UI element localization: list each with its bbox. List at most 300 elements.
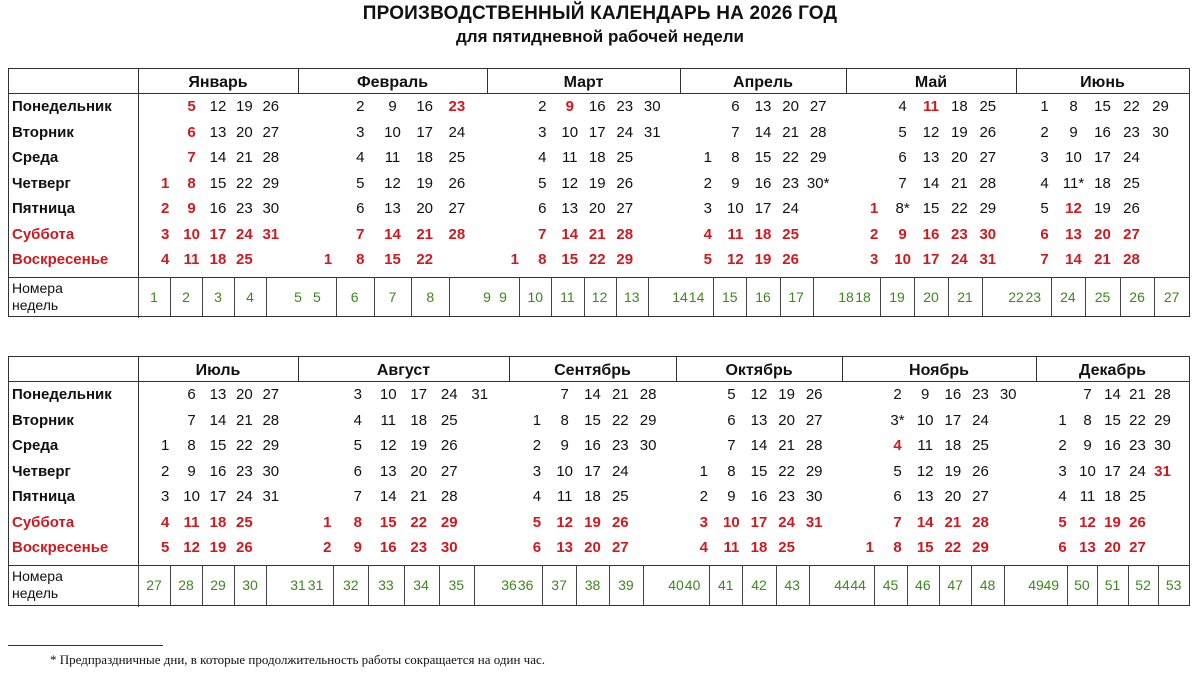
- day-cell: 25: [1123, 174, 1140, 192]
- day-cell: 5: [532, 513, 542, 531]
- week-number: 53: [1165, 577, 1182, 593]
- week-divider: [907, 565, 908, 605]
- week-number: 26: [1129, 289, 1145, 305]
- day-cell: 1: [870, 200, 879, 217]
- day-cell: 24: [611, 462, 629, 480]
- day-cell: 19: [1094, 200, 1111, 217]
- day-cell: 27: [262, 123, 280, 141]
- day-cell: 11: [561, 149, 578, 166]
- week-divider: [746, 277, 747, 316]
- day-cell: 7: [1040, 251, 1049, 268]
- day-cell: 5: [898, 123, 907, 141]
- day-cell: 27: [611, 539, 629, 556]
- day-cell: 27: [262, 386, 280, 403]
- day-cell: 13: [1079, 539, 1096, 556]
- month-title: Сентябрь: [554, 362, 631, 379]
- day-cell: 14: [1104, 386, 1121, 403]
- day-cell: 14: [922, 174, 940, 192]
- day-cell: 9: [920, 386, 930, 403]
- weekday-label: Понедельник: [12, 386, 112, 403]
- week-number: 14: [672, 289, 688, 305]
- day-cell: 2: [699, 488, 708, 505]
- day-cell: 24: [236, 225, 253, 243]
- week-divider: [519, 277, 520, 316]
- day-cell: 27: [448, 200, 466, 217]
- day-cell: 17: [209, 225, 227, 243]
- day-cell: 2: [893, 386, 902, 403]
- week-number: 50: [1074, 577, 1090, 593]
- weekday-label: Вторник: [12, 123, 74, 141]
- day-cell: 15: [916, 539, 934, 556]
- week-divider: [713, 277, 714, 316]
- week-divider: [551, 277, 552, 316]
- day-cell: 7: [893, 513, 902, 531]
- day-cell: 14: [916, 513, 934, 531]
- day-cell: 15: [922, 200, 940, 217]
- day-cell: 21: [611, 386, 629, 403]
- day-cell: 23: [1123, 123, 1140, 141]
- day-cell: 16: [1094, 123, 1111, 141]
- day-cell: 7: [1083, 386, 1092, 403]
- week-number: 52: [1135, 577, 1151, 593]
- week-divider: [138, 565, 139, 605]
- day-cell: 26: [448, 174, 466, 192]
- week-number: 6: [350, 289, 359, 305]
- day-cell: 20: [236, 123, 253, 141]
- day-cell: 29: [972, 539, 989, 556]
- day-cell: 18: [750, 539, 768, 556]
- week-divider: [336, 277, 337, 316]
- day-cell: 10: [727, 200, 744, 217]
- weekday-label: Воскресенье: [12, 251, 109, 268]
- day-cell: 8: [353, 513, 362, 531]
- day-cell: 11: [384, 149, 401, 166]
- week-number: 36: [501, 577, 517, 593]
- day-cell: 26: [805, 386, 823, 403]
- day-cell: 17: [416, 123, 434, 141]
- week-divider: [266, 277, 267, 316]
- day-cell: 18: [209, 513, 227, 531]
- day-cell: 5: [703, 251, 712, 268]
- day-cell: 23: [782, 174, 799, 192]
- week-number: 25: [1094, 289, 1111, 305]
- week-divider: [411, 277, 412, 316]
- week-number: 5: [294, 289, 302, 305]
- month-title: Май: [914, 74, 948, 91]
- day-cell: 12: [1065, 200, 1082, 217]
- week-number: 3: [214, 289, 222, 305]
- month-title: Март: [563, 74, 604, 91]
- day-cell: 26: [972, 462, 989, 480]
- day-cell: 4: [532, 488, 542, 505]
- day-cell: 16: [754, 174, 772, 192]
- day-cell: 28: [1154, 386, 1171, 403]
- day-cell: 1: [703, 149, 712, 166]
- day-cell: 23: [778, 488, 795, 505]
- day-cell: 22: [236, 174, 253, 192]
- day-cell: 22: [410, 513, 428, 531]
- day-cell: 1: [510, 251, 519, 268]
- day-cell: 6: [1058, 539, 1067, 556]
- weekday-label: Вторник: [12, 411, 74, 429]
- day-cell: 19: [416, 174, 434, 192]
- week-number: 29: [210, 577, 226, 593]
- week-divider: [234, 565, 235, 605]
- weeks-label: Номера недель: [12, 280, 63, 313]
- day-cell: 7: [538, 225, 547, 243]
- day-cell: 10: [894, 251, 911, 268]
- week-number: 40: [668, 577, 684, 593]
- day-cell: 13: [750, 411, 768, 429]
- day-cell: 6: [727, 411, 736, 429]
- day-cell: 3: [703, 200, 712, 217]
- day-cell: 4: [353, 411, 362, 429]
- page-subtitle: для пятидневной рабочей недели: [455, 27, 744, 46]
- day-cell: 25: [448, 149, 466, 166]
- day-cell: 12: [209, 98, 227, 115]
- day-cell: 30: [1154, 437, 1171, 454]
- day-cell: 17: [410, 386, 428, 403]
- day-cell: 21: [410, 488, 428, 505]
- day-cell: 22: [1129, 411, 1146, 429]
- day-cell: 4: [703, 225, 712, 243]
- day-cell: 20: [410, 462, 428, 480]
- day-cell: 25: [972, 437, 989, 454]
- week-divider: [616, 277, 617, 316]
- day-cell: 30: [440, 539, 458, 556]
- day-cell: 2: [356, 98, 365, 115]
- day-cell: 3: [161, 225, 170, 243]
- day-cell: 4: [538, 149, 547, 166]
- day-cell: 25: [616, 149, 634, 166]
- day-cell: 28: [805, 437, 823, 454]
- day-cell: 13: [922, 149, 940, 166]
- day-cell: 18: [754, 225, 772, 243]
- week-number: 28: [178, 577, 194, 593]
- week-divider: [914, 277, 915, 316]
- week-number: 46: [915, 577, 931, 593]
- week-divider: [1051, 277, 1052, 316]
- day-cell: 25: [778, 539, 795, 556]
- day-cell: 24: [616, 123, 634, 141]
- day-cell: 22: [416, 251, 434, 268]
- week-number: 22: [1008, 289, 1024, 305]
- day-cell: 6: [356, 200, 365, 217]
- day-cell: 22: [588, 251, 606, 268]
- day-cell: 3: [870, 251, 879, 268]
- day-cell: 9: [898, 225, 907, 243]
- day-cell: 12: [922, 123, 940, 141]
- week-number: 49: [1028, 577, 1044, 593]
- day-cell: 23: [1129, 437, 1146, 454]
- day-cell: 23: [951, 225, 968, 243]
- day-cell: 18: [1094, 174, 1111, 192]
- day-cell: 11: [923, 98, 939, 115]
- day-cell: 26: [262, 98, 280, 115]
- week-number: 17: [788, 289, 804, 305]
- week-number: 32: [342, 577, 359, 593]
- day-cell: 25: [1129, 488, 1146, 505]
- week-number: 12: [591, 289, 608, 305]
- day-cell: 16: [1104, 437, 1121, 454]
- day-cell: 28: [639, 386, 657, 403]
- day-cell: 14: [584, 386, 601, 403]
- day-cell: 1: [161, 437, 170, 454]
- day-cell: 14: [379, 488, 397, 505]
- day-cell: 5: [161, 539, 170, 556]
- day-cell: 8: [538, 251, 547, 268]
- week-number: 31: [290, 577, 306, 593]
- week-divider: [880, 277, 881, 316]
- week-divider: [1085, 277, 1086, 316]
- day-cell: 14: [209, 411, 227, 429]
- week-divider: [609, 565, 610, 605]
- day-cell: 17: [209, 488, 227, 505]
- day-cell: 31: [262, 488, 280, 505]
- day-cell: 30: [639, 437, 657, 454]
- day-cell: 6: [538, 200, 547, 217]
- day-cell: 2: [532, 437, 542, 454]
- day-cell: 6: [532, 539, 542, 556]
- day-cell: 31: [262, 225, 280, 243]
- week-number: 2: [182, 289, 190, 305]
- day-cell: 7: [187, 411, 196, 429]
- day-cell: 7: [731, 123, 740, 141]
- week-number: 37: [551, 577, 567, 593]
- day-cell: 26: [782, 251, 799, 268]
- day-cell: 30: [979, 225, 997, 243]
- day-cell: 12: [750, 386, 768, 403]
- day-cell: 9: [187, 200, 196, 217]
- day-cell: 13: [209, 123, 227, 141]
- week-divider: [170, 565, 171, 605]
- day-cell: 19: [584, 513, 601, 531]
- month-title: Ноябрь: [909, 362, 969, 379]
- week-number: 9: [483, 289, 491, 305]
- day-cell: 3: [699, 513, 708, 531]
- day-cell: 27: [972, 488, 989, 505]
- day-cell: 29: [262, 174, 280, 192]
- week-number: 35: [448, 577, 465, 593]
- day-cell: 25: [236, 513, 253, 531]
- day-cell: 9: [187, 462, 196, 480]
- day-cell: 17: [584, 462, 601, 480]
- day-cell: 16: [944, 386, 962, 403]
- day-cell: 5: [187, 98, 196, 115]
- weekday-label: Пятница: [12, 488, 75, 505]
- day-cell: 23: [410, 539, 428, 556]
- day-cell: 3: [1040, 149, 1049, 166]
- week-number: 47: [947, 577, 963, 593]
- week-number: 34: [413, 577, 429, 593]
- day-cell: 3: [532, 462, 542, 480]
- day-cell: 16: [416, 98, 434, 115]
- day-cell: 25: [236, 251, 253, 268]
- day-cell: 14: [561, 225, 579, 243]
- day-cell: 29: [440, 513, 458, 531]
- day-cell: 14: [754, 123, 772, 141]
- day-cell: 11*: [1062, 174, 1085, 192]
- day-cell: 16: [584, 437, 601, 454]
- week-divider: [333, 565, 334, 605]
- day-cell: 12: [916, 462, 934, 480]
- day-cell: 14: [1065, 251, 1082, 268]
- day-cell: 18: [416, 149, 434, 166]
- week-number: 51: [1104, 577, 1121, 593]
- day-cell: 20: [782, 98, 799, 115]
- day-cell: 28: [262, 411, 280, 429]
- week-number: 19: [889, 289, 905, 305]
- day-cell: 5: [356, 174, 365, 192]
- week-number: 16: [755, 289, 771, 305]
- week-divider: [1067, 565, 1068, 605]
- week-number: 45: [882, 577, 899, 593]
- day-cell: 13: [561, 200, 579, 217]
- day-cell: 28: [448, 225, 466, 243]
- day-cell: 15: [561, 251, 579, 268]
- week-number: 8: [426, 289, 435, 305]
- day-cell: 4: [161, 513, 170, 531]
- page-title: ПРОИЗВОДСТВЕННЫЙ КАЛЕНДАРЬ НА 2026 ГОД: [362, 3, 838, 24]
- day-cell: 18: [588, 149, 606, 166]
- day-cell: 3: [1058, 462, 1067, 480]
- day-cell: 26: [616, 174, 634, 192]
- day-cell: 14: [750, 437, 768, 454]
- day-cell: 23: [448, 98, 466, 115]
- day-cell: 4: [1040, 174, 1049, 192]
- day-cell: 25: [440, 411, 458, 429]
- week-divider: [809, 565, 810, 605]
- day-cell: 7: [898, 174, 907, 192]
- month-title: Июль: [195, 362, 241, 379]
- day-cell: 11: [556, 488, 573, 505]
- day-cell: 29: [616, 251, 634, 268]
- day-cell: 21: [1129, 386, 1146, 403]
- day-cell: 17: [754, 200, 772, 217]
- day-cell: 2: [538, 98, 547, 115]
- week-number: 43: [784, 577, 800, 593]
- day-cell: 11: [917, 437, 933, 454]
- day-cell: 2: [323, 539, 332, 556]
- day-cell: 12: [384, 174, 401, 192]
- day-cell: 13: [1065, 225, 1082, 243]
- day-cell: 20: [416, 200, 434, 217]
- day-cell: 11: [380, 411, 397, 429]
- day-cell: 21: [236, 411, 253, 429]
- day-cell: 9: [727, 488, 736, 505]
- day-cell: 21: [1094, 251, 1111, 268]
- day-cell: 30: [643, 98, 661, 115]
- week-divider: [971, 565, 972, 605]
- day-cell: 11: [727, 225, 744, 243]
- day-cell: 15: [750, 462, 768, 480]
- week-divider: [138, 277, 139, 316]
- day-cell: 31: [471, 386, 489, 403]
- day-cell: 12: [183, 539, 200, 556]
- day-cell: 4: [356, 149, 365, 166]
- weekday-label: Понедельник: [12, 98, 112, 115]
- day-cell: 25: [611, 488, 629, 505]
- week-number: 42: [751, 577, 767, 593]
- weekday-label: Четверг: [12, 174, 71, 192]
- day-cell: 22: [1123, 98, 1140, 115]
- day-cell: 18: [944, 437, 962, 454]
- day-cell: 12: [561, 174, 579, 192]
- month-title: Август: [376, 362, 431, 379]
- weekday-label: Воскресенье: [12, 539, 109, 556]
- day-cell: 22: [951, 200, 968, 217]
- day-cell: 29: [809, 149, 827, 166]
- week-divider: [368, 565, 369, 605]
- day-cell: 29: [1152, 98, 1169, 115]
- day-cell: 16: [750, 488, 768, 505]
- day-cell: 29: [805, 462, 823, 480]
- day-cell: 21: [588, 225, 606, 243]
- month-title: Февраль: [356, 74, 429, 91]
- weekday-label: Пятница: [12, 200, 75, 217]
- day-cell: 2: [1058, 437, 1067, 454]
- week-number: 49: [1043, 577, 1060, 593]
- day-cell: 4: [898, 98, 907, 115]
- day-cell: 17: [750, 513, 768, 531]
- day-cell: 22: [611, 411, 629, 429]
- day-cell: 6: [731, 98, 740, 115]
- day-cell: 17: [588, 123, 606, 141]
- day-cell: 30: [262, 200, 280, 217]
- day-cell: 19: [410, 437, 428, 454]
- day-cell: 28: [440, 488, 458, 505]
- day-cell: 10: [379, 386, 397, 403]
- day-cell: 25: [782, 225, 799, 243]
- day-cell: 1: [865, 539, 874, 556]
- day-cell: 22: [778, 462, 795, 480]
- day-cell: 17: [944, 411, 962, 429]
- day-cell: 30: [262, 462, 280, 480]
- day-cell: 12: [379, 437, 397, 454]
- day-cell: 20: [944, 488, 962, 505]
- day-cell: 12: [556, 513, 574, 531]
- day-cell: 15: [379, 513, 397, 531]
- day-cell: 21: [416, 225, 434, 243]
- day-cell: 1: [532, 411, 542, 429]
- week-divider: [474, 565, 475, 605]
- day-cell: 19: [944, 462, 962, 480]
- day-cell: 7: [187, 149, 196, 166]
- calendar-table-first-half: [8, 68, 1190, 317]
- week-divider: [202, 277, 203, 316]
- day-cell: 13: [379, 462, 397, 480]
- day-cell: 23: [616, 98, 634, 115]
- day-cell: 19: [951, 123, 968, 141]
- day-cell: 16: [379, 539, 397, 556]
- day-cell: 15: [209, 437, 227, 454]
- day-cell: 19: [754, 251, 772, 268]
- day-cell: 29: [262, 437, 280, 454]
- day-cell: 13: [209, 386, 227, 403]
- day-cell: 19: [778, 386, 795, 403]
- day-cell: 7: [560, 386, 569, 403]
- day-cell: 21: [782, 123, 799, 141]
- day-cell: 1: [699, 462, 708, 480]
- day-cell: 22: [782, 149, 799, 166]
- day-cell: 20: [584, 539, 601, 556]
- day-cell: 18: [951, 98, 968, 115]
- day-cell: 26: [1129, 513, 1146, 531]
- day-cell: 11: [183, 251, 200, 268]
- header: [0, 2, 1200, 48]
- day-cell: 12: [727, 251, 744, 268]
- day-cell: 10: [384, 123, 401, 141]
